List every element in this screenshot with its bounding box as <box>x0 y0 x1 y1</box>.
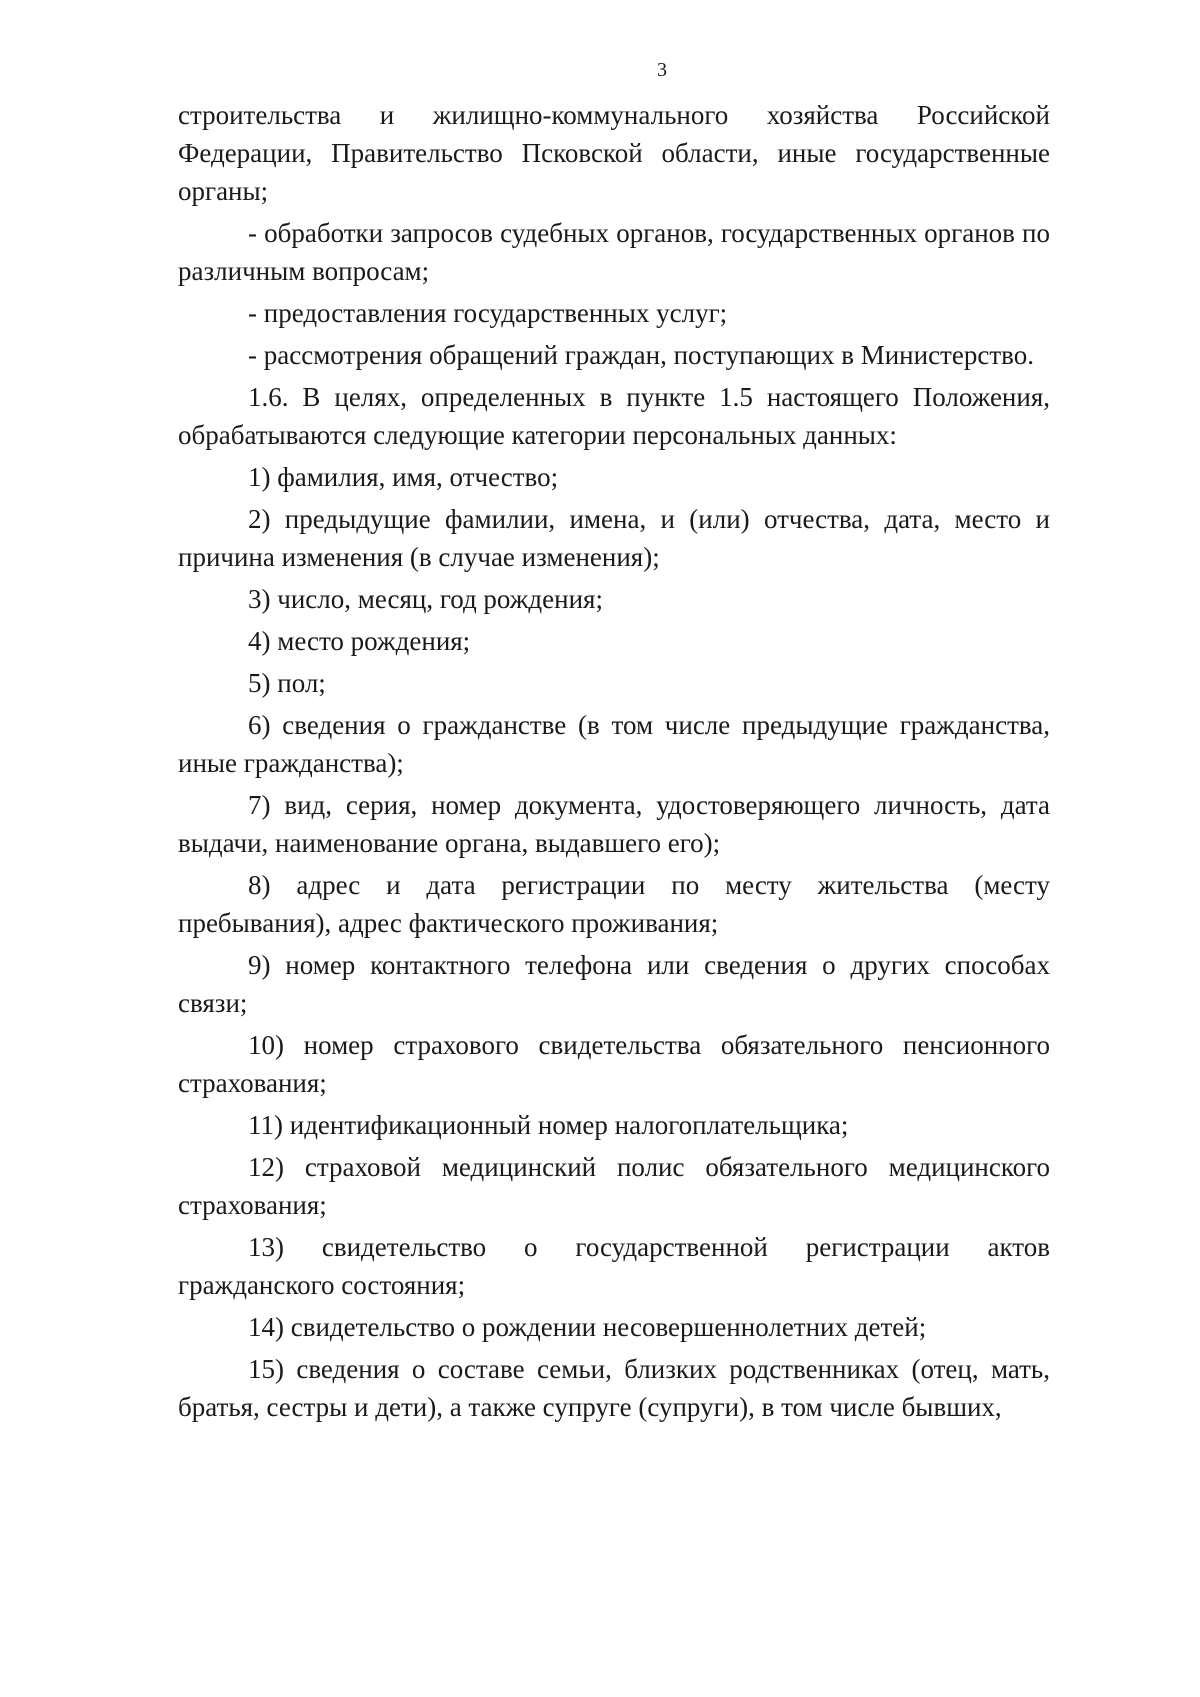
list-item: 10) номер страхового свидетельства обязательного пенсионного страхования; <box>178 1030 1050 1098</box>
list-item: 7) вид, серия, номер документа, удостоверяющего личность, дата выдачи, наименование органа, выдавшего его); <box>178 790 1050 858</box>
list-item: 12) страховой медицинский полис обязательного медицинского страхования; <box>178 1152 1050 1220</box>
list-item: 11) идентификационный номер налогоплательщика; <box>248 1110 849 1140</box>
paragraph: - обработки запросов судебных органов, государственных органов по различным вопросам; <box>178 218 1050 286</box>
list-item: 3) число, месяц, год рождения; <box>248 584 603 614</box>
document-body <box>178 96 1050 1430</box>
paragraph: - предоставления государственных услуг; <box>248 298 728 328</box>
list-item: 15) сведения о составе семьи, близких родственниках (отец, мать, братья, сестры и дети), а также супруге (супруги), в том числе бывших, <box>178 1354 1050 1422</box>
list-item: 2) предыдущие фамилии, имена, и (или) отчества, дата, место и причина изменения (в случае изменения); <box>178 504 1050 572</box>
list-item: 9) номер контактного телефона или сведения о других способах связи; <box>178 950 1050 1018</box>
list-item: 4) место рождения; <box>248 626 471 656</box>
list-item: 13) свидетельство о государственной регистрации актов гражданского состояния; <box>178 1232 1050 1300</box>
list-item: 1) фамилия, имя, отчество; <box>248 462 559 492</box>
paragraph: строительства и жилищно-коммунального хозяйства Российской Федерации, Правительство Псковской области, иные государственные органы; <box>178 100 1050 206</box>
paragraph: 1.6. В целях, определенных в пункте 1.5 настоящего Положения, обрабатываются следующие категории персональных данных: <box>178 382 1050 450</box>
page-number: 3 <box>657 59 667 81</box>
list-item: 5) пол; <box>248 668 326 698</box>
list-item: 6) сведения о гражданстве (в том числе предыдущие гражданства, иные гражданства); <box>178 710 1050 778</box>
paragraph: - рассмотрения обращений граждан, поступающих в Министерство. <box>248 340 1034 370</box>
list-item: 8) адрес и дата регистрации по месту жительства (месту пребывания), адрес фактического проживания; <box>178 870 1050 938</box>
list-item: 14) свидетельство о рождении несовершеннолетних детей; <box>248 1312 927 1342</box>
